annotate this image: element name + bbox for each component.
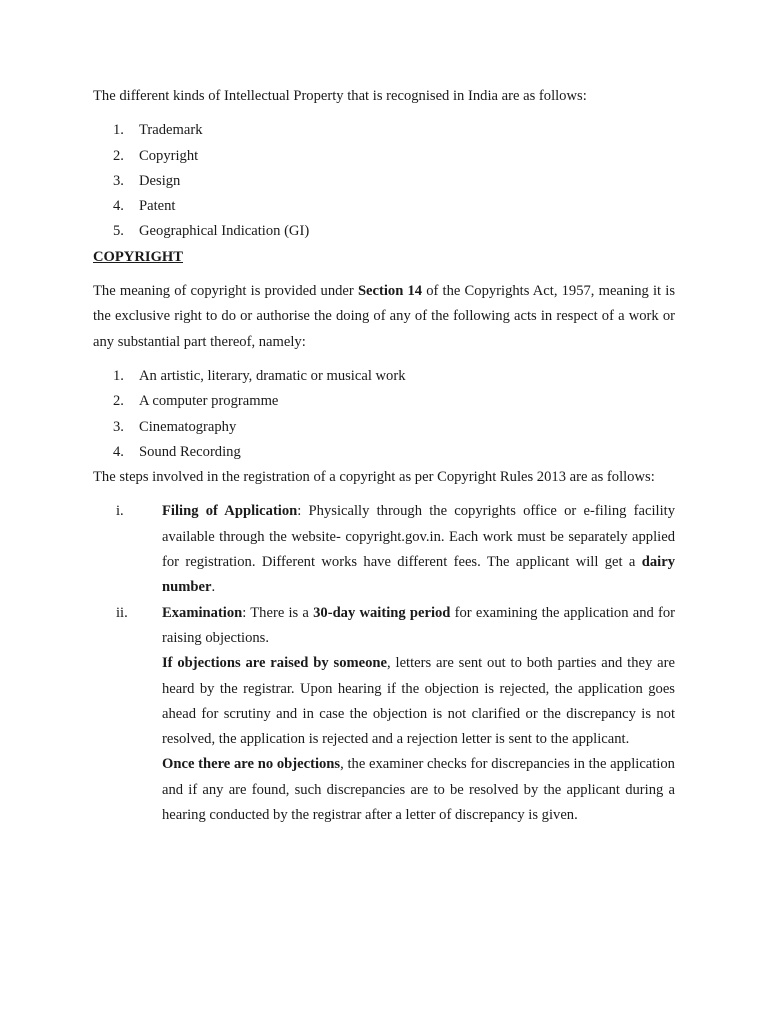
step-item — [93, 601, 675, 829]
intro-paragraph: The different kinds of Intellectual Property that is recognised in India are as follows: — [93, 88, 587, 104]
step-title: Examination — [162, 604, 243, 621]
step-paragraph — [162, 601, 675, 652]
works-list — [93, 364, 675, 465]
text-run: : Physically through the copyrights office or e-filing facility available through the website- copyright.gov.in. Each work must be separately applied for registration. Different works have different fees. The applicant will get a — [162, 503, 675, 571]
list-item-text: Patent — [139, 198, 176, 215]
list-number: 2. — [113, 147, 124, 164]
list-number: 1. — [113, 122, 124, 139]
list-number: 4. — [113, 443, 124, 460]
no-objections-paragraph — [162, 752, 675, 828]
list-number: 5. — [113, 223, 124, 240]
section-heading-copyright: COPYRIGHT — [93, 248, 183, 265]
text-run: , the examiner checks for discrepancies in the application and if any are found, such discrepancies are to be resolved by the applicant during a hearing conducted by the registrar after a letter of discrepancy is given. — [162, 756, 675, 824]
list-item — [93, 389, 675, 414]
document-page — [93, 84, 675, 828]
list-item-text: Trademark — [139, 122, 203, 139]
step-paragraph — [162, 499, 675, 600]
text-run: of the Copyrights Act, 1957, meaning it is the exclusive right to do or authorise the doing of any of the following acts in respect of a work or any substantial part thereof, namely: — [93, 283, 676, 350]
copyright-meaning-paragraph — [93, 279, 675, 355]
list-item-text: Design — [139, 172, 181, 189]
bold-text: If objections are raised by someone — [162, 655, 388, 672]
step-number: i. — [116, 503, 124, 520]
step-number: ii. — [116, 604, 128, 621]
list-number: 2. — [113, 393, 124, 410]
list-item — [93, 415, 675, 440]
list-item-text: Geographical Indication (GI) — [139, 223, 310, 240]
list-item — [93, 219, 675, 244]
step-title: Filing of Application — [162, 503, 298, 520]
objections-paragraph — [162, 651, 675, 752]
bold-text: dairy number — [162, 554, 675, 596]
step-item — [93, 499, 675, 600]
list-item — [93, 118, 675, 143]
ip-types-list — [93, 118, 675, 244]
text-run: . — [211, 579, 216, 596]
steps-intro-paragraph: The steps involved in the registration of a copyright as per Copyright Rules 2013 are as follows: — [93, 469, 655, 486]
text-run: The meaning of copyright is provided under — [93, 283, 358, 300]
bold-text: 30-day waiting period — [313, 604, 451, 621]
list-item — [93, 364, 675, 389]
text-run: for examining the application and for raising objections. — [162, 604, 676, 646]
list-item — [93, 440, 675, 465]
list-item — [93, 194, 675, 219]
registration-steps-list — [93, 499, 675, 828]
list-item-text: Sound Recording — [139, 443, 241, 460]
list-item-text: A computer programme — [139, 393, 279, 410]
list-number: 4. — [113, 198, 124, 215]
list-item-text: An artistic, literary, dramatic or musical work — [139, 367, 406, 384]
list-number: 1. — [113, 367, 124, 384]
bold-text: Section 14 — [357, 283, 423, 300]
text-run: , letters are sent out to both parties and they are heard by the registrar. Upon hearing if the objection is rejected, the application goes ahead for scrutiny and in case the objection is not clarified or the discrepancy is not resolved, the application is rejected and a rejection letter is sent to the applicant. — [162, 655, 675, 748]
text-run: : There is a — [242, 604, 314, 621]
list-number: 3. — [113, 418, 124, 435]
list-item-text: Copyright — [139, 147, 199, 164]
list-item — [93, 144, 675, 169]
list-item-text: Cinematography — [139, 418, 237, 435]
bold-text: Once there are no objections — [162, 756, 341, 773]
list-item — [93, 169, 675, 194]
list-number: 3. — [113, 172, 124, 189]
